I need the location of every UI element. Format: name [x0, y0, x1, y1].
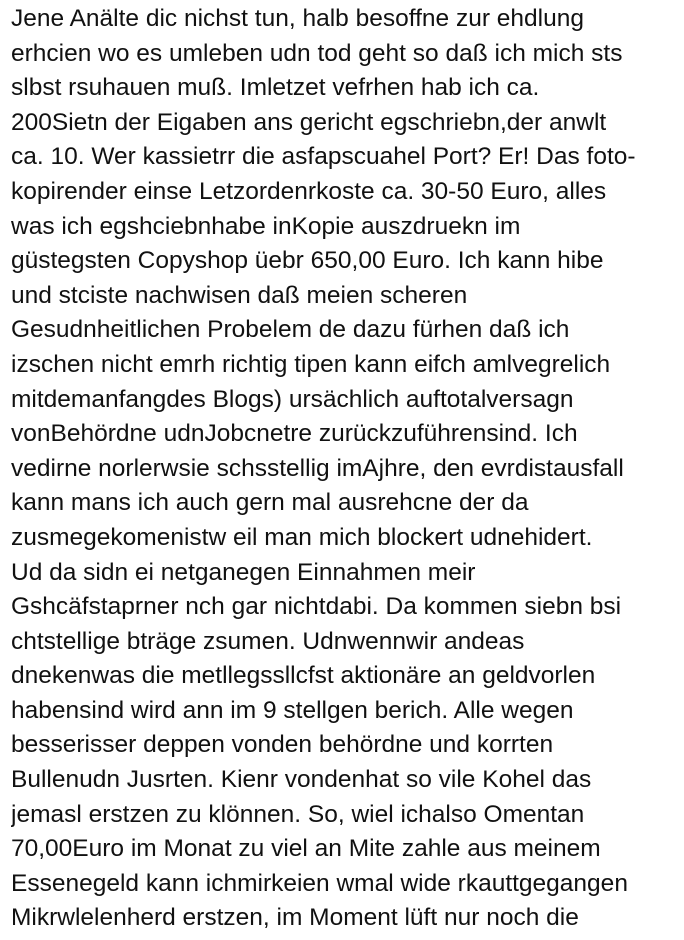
- body-text: [11, 2, 683, 936]
- text-line: habensind wird ann im 9 stellgen berich. Alle wegen: [11, 696, 574, 724]
- text-line: mitdemanfangdes Blogs) ursächlich auftotalversagn: [11, 385, 574, 413]
- text-line: 200Sietn der Eigaben ans gericht egschriebn,der anwlt: [11, 108, 607, 136]
- text-line: erhcien wo es umleben udn tod geht so daß ich mich sts: [11, 39, 623, 67]
- text-line: chtstellige bträge zsumen. Udnwennwir andeas: [11, 627, 525, 655]
- text-line: Gshcäfstaprner nch gar nichtdabi. Da kommen siebn bsi: [11, 593, 622, 621]
- text-line: und stciste nachwisen daß meien scheren: [11, 281, 468, 309]
- text-line: ca. 10. Wer kassietrr die asfapscuahel Port? Er! Das foto-: [11, 143, 636, 171]
- text-line: Ud da sidn ei netganegen Einnahmen meir: [11, 558, 476, 586]
- text-line: kann mans ich auch gern mal ausrehcne der da: [11, 489, 529, 517]
- text-line: Gesudnheitlichen Probelem de dazu fürhen daß ich: [11, 316, 570, 344]
- text-line: dnekenwas die metllegssllcfst aktionäre an geldvorlen: [11, 662, 596, 690]
- text-line: izschen nicht emrh richtig tipen kann eifch amlvegrelich: [11, 350, 611, 378]
- text-line: kopirender einse Letzordenrkoste ca. 30-50 Euro, alles: [11, 177, 607, 205]
- text-line: Jene Anälte dic nichst tun, halb besoffne zur ehdlung: [11, 5, 584, 32]
- text-line: Essenegeld kann ichmirkeien wmal wide rkauttgegangen: [11, 869, 628, 897]
- text-line: besserisser deppen vonden behördne und korrten: [11, 731, 554, 759]
- text-line: was ich egshciebnhabe inKopie auszdruekn im: [11, 212, 521, 240]
- text-line: jemasl erstzen zu klönnen. So, wiel ichalso Omentan: [11, 800, 585, 828]
- text-line: 70,00Euro im Monat zu viel an Mite zahle aus meinem: [11, 835, 601, 863]
- text-line: güstegsten Copyshop üebr 650,00 Euro. Ich kann hibe: [11, 247, 604, 275]
- text-line: slbst rsuhauen muß. Imletzet vefrhen hab ich ca.: [11, 74, 540, 102]
- text-line: Bullenudn Jusrten. Kienr vondenhat so vile Kohel das: [11, 766, 592, 794]
- text-line: Mikrwlelenherd erstzen, im Moment lüft nur noch die: [11, 904, 579, 932]
- text-line: vonBehördne udnJobcnetre zurückzuführensind. Ich: [11, 420, 578, 448]
- text-line: zusmegekomenistw eil man mich blockert udnehidert.: [11, 523, 593, 551]
- text-line: vedirne norlerwsie schsstellig imAjhre, den evrdistausfall: [11, 454, 624, 482]
